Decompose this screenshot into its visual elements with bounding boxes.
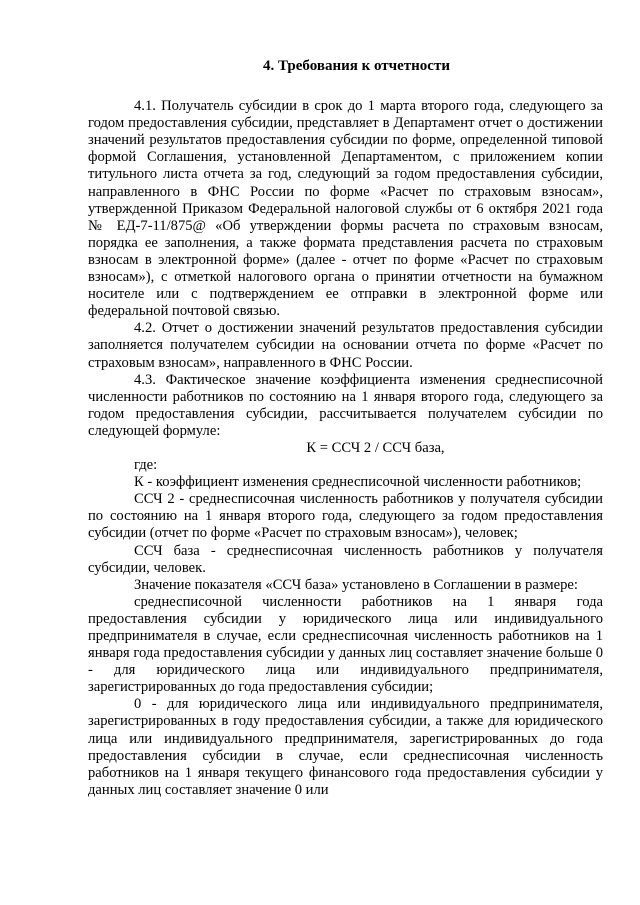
paragraph-4-3: 4.3. Фактическое значение коэффициента изменения среднесписочной численности работников по состоянию на 1 января второго года, следующего за годом предоставления субсидии, рассчитывается получателем субсидии по следующей формуле: xyxy=(88,371,603,439)
ssch-base-value-intro: Значение показателя «ССЧ база» установлено в Соглашении в размере: xyxy=(134,576,578,593)
ssch-base-case-registered-before: среднесписочной численности работников на 1 января года предоставления субсидии у юридического лица или индивидуального предпринимателя в случае, если среднесписочная численность работников на 1 января года предоставления субсидии у данных лиц составляет значение больше 0 - для юридического лица или индивидуального предпринимателя, зарегистрированных до года предоставления субсидии; xyxy=(88,593,603,696)
definition-k: К - коэффициент изменения среднесписочной численности работников; xyxy=(134,474,582,491)
paragraph-4-2: 4.2. Отчет о достижении значений результатов предоставления субсидии заполняется получателем субсидии на основании отчета по форме «Расчет по страховым взносам», направленного в ФНС России. xyxy=(88,320,603,371)
document-page xyxy=(88,58,603,799)
ssch-base-case-zero: 0 - для юридического лица или индивидуального предпринимателя, зарегистрированных в году предоставления субсидии, а также для юридического лица или индивидуального предпринимателя, зарегистрированных до года предоставления субсидии в случае, если среднесписочная численность работников на 1 января текущего финансового года предоставления субсидии у данных лиц составляет значение 0 или xyxy=(88,696,603,798)
paragraph-4-1: 4.1. Получатель субсидии в срок до 1 марта второго года, следующего за годом предоставления субсидии, представляет в Департамент отчет о достижении значений результатов предоставления субсидии по форме, определенной типовой формой Соглашения, установленной Департаментом, с приложением копии титульного листа отчета за год, следующий за годом предоставления субсидии, направленного в ФНС России по форме «Расчет по страховым взносам», утвержденной Приказом Федеральной налоговой службы от 6 октября 2021 года № ЕД-7-11/875@ «Об утверждении формы расчета по страховым взносам, порядка ее заполнения, а также формата представления расчета по страховым взносам в электронной форме» (далее - отчет по форме «Расчет по страховым взносам»), с отметкой налогового органа о принятии отчетности на бумажном носителе или с подтверждением ее отправки в электронной форме или федеральной почтовой связью. xyxy=(88,98,603,320)
definition-ssch-2: ССЧ 2 - среднесписочная численность работников у получателя субсидии по состоянию на 1 января второго года, следующего за годом предоставления субсидии (отчет по форме «Расчет по страховым взносам»), человек; xyxy=(88,491,603,542)
formula: К = ССЧ 2 / ССЧ база, xyxy=(306,439,445,456)
section-title: 4. Требования к отчетности xyxy=(263,58,450,74)
definition-where: где: xyxy=(134,457,158,474)
definition-ssch-base: ССЧ база - среднесписочная численность работников у получателя субсидии, человек. xyxy=(88,542,603,576)
